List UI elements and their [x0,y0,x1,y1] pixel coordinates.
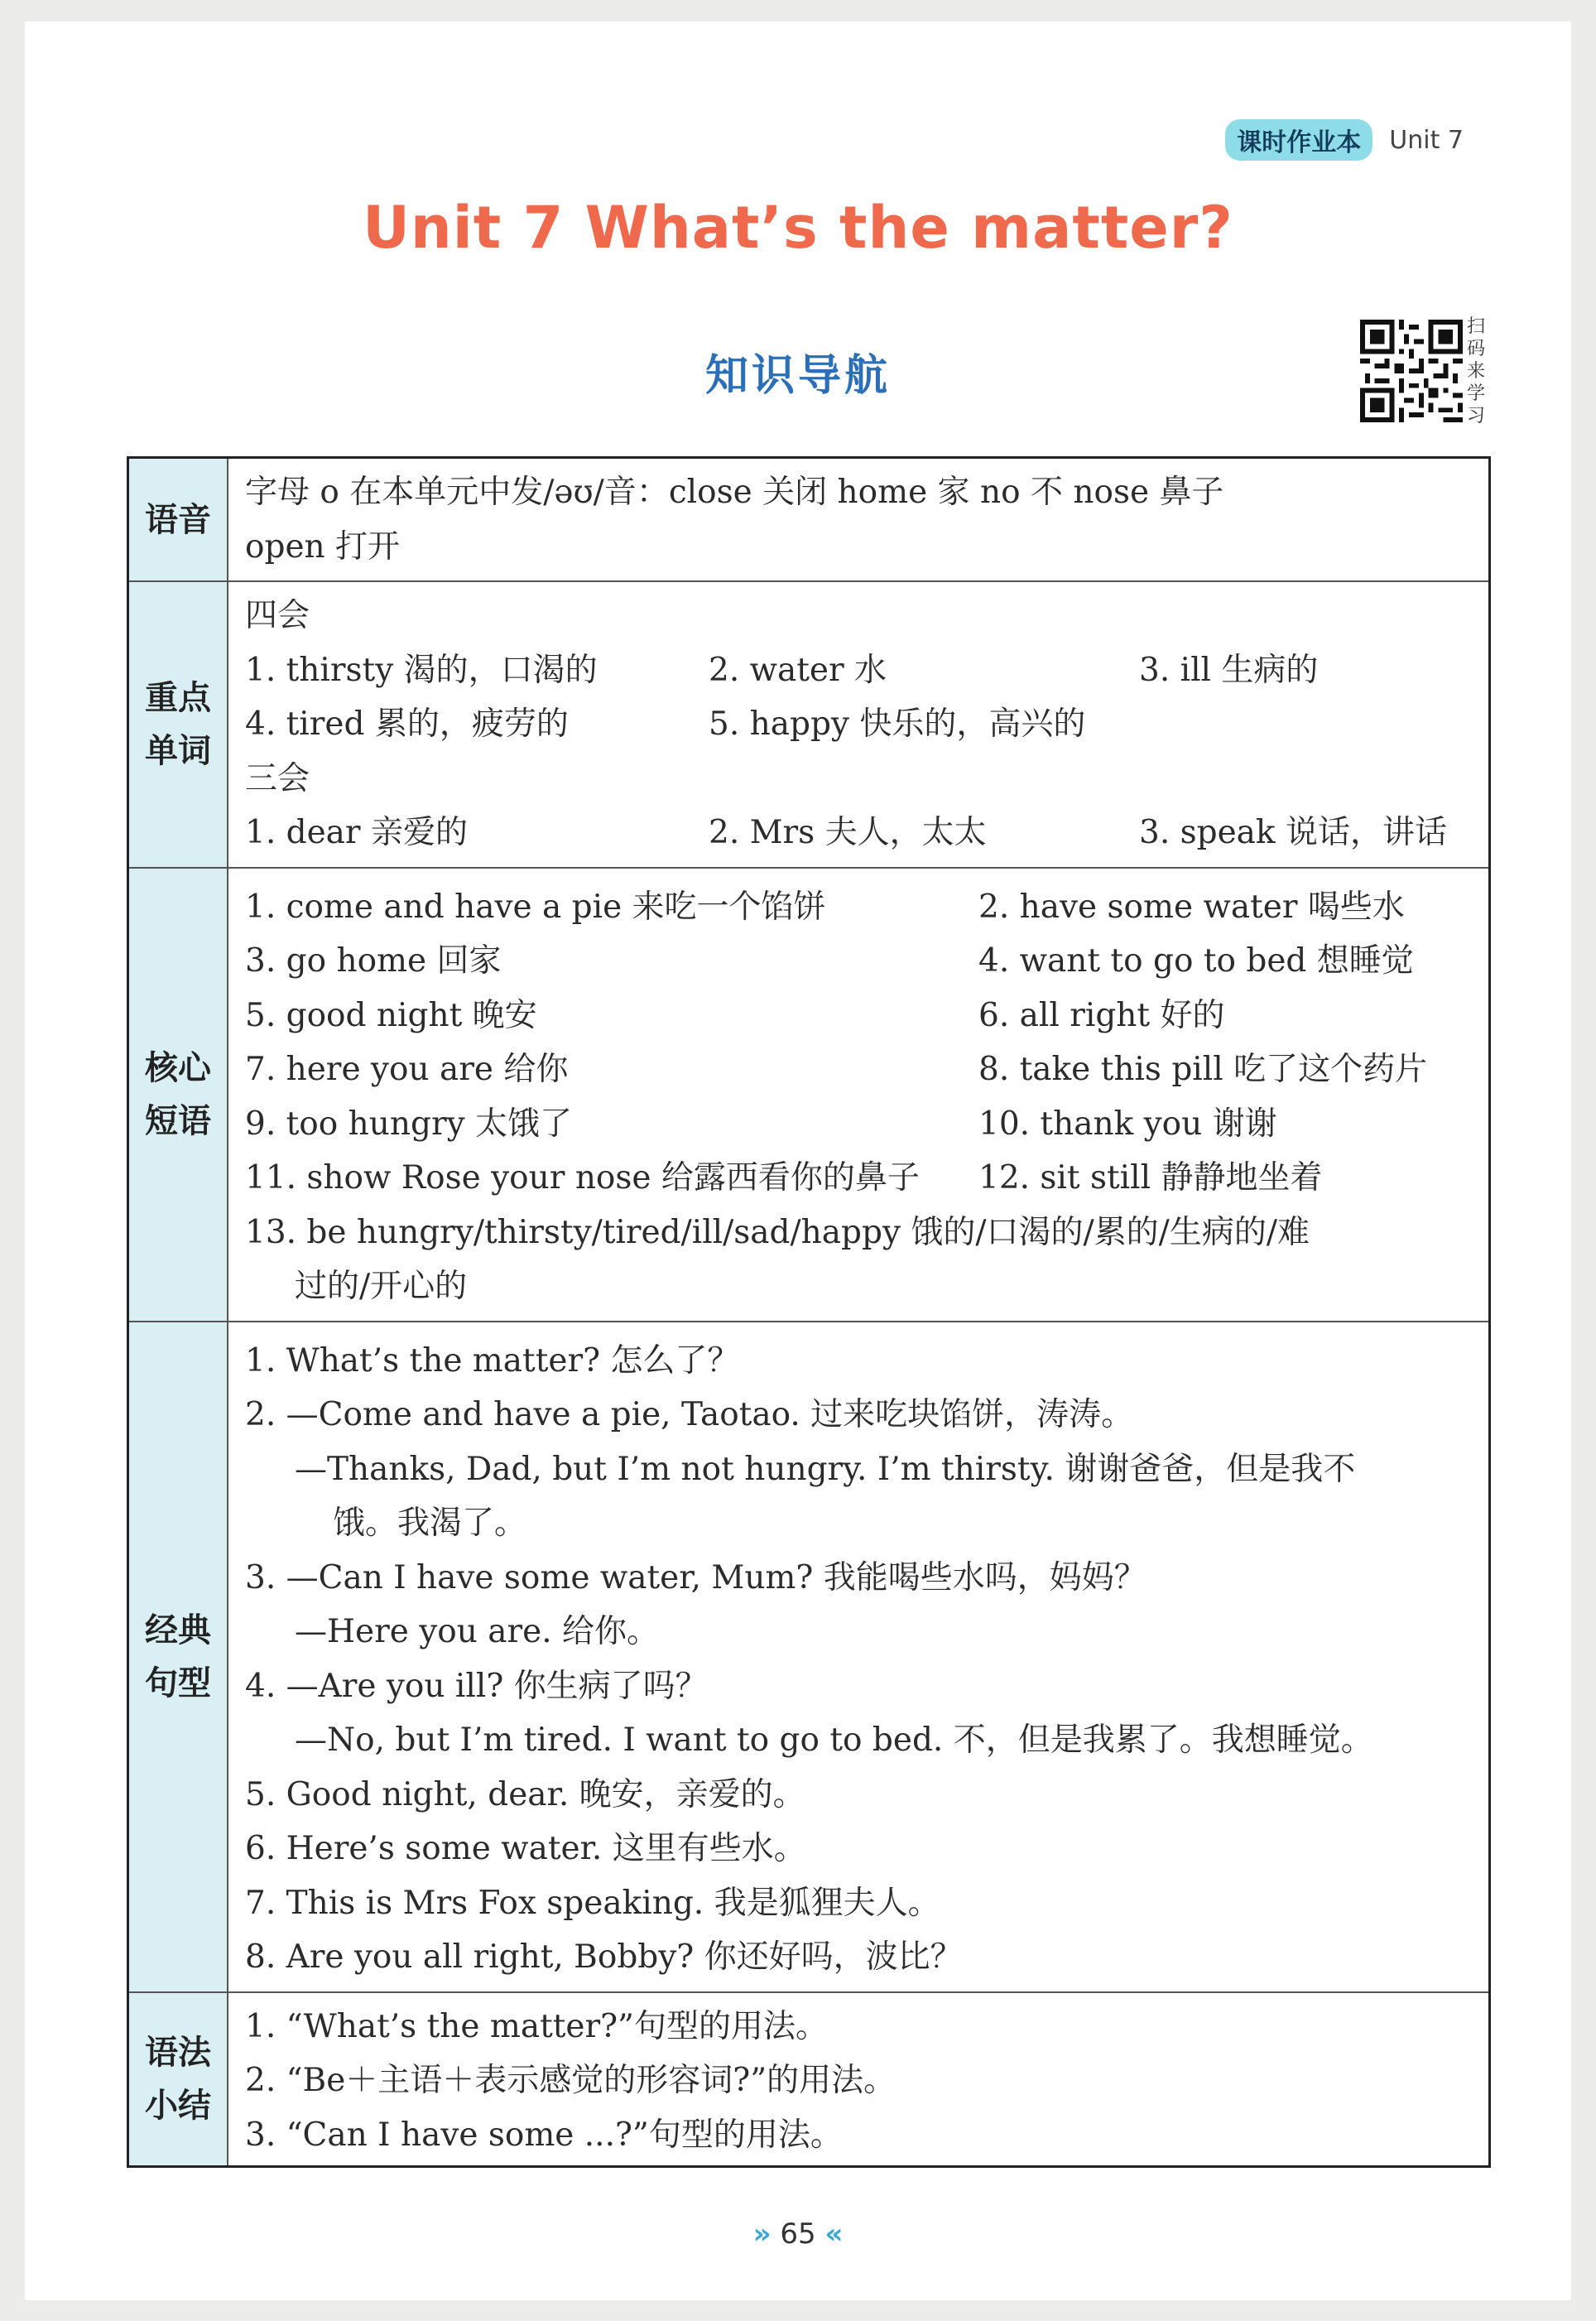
section-phrases [129,867,1488,1321]
phonics-line: open 打开 [245,527,401,566]
phrase-item: 7. here you are 给你 [245,1051,569,1088]
grammar-item: 2. “Be＋主语＋表示感觉的形容词?”的用法。 [245,2062,897,2099]
section-sentences [129,1321,1488,1991]
section-words [129,580,1488,867]
section-label: 语法小结 [129,1993,228,2166]
phrase-item: 8. take this pill 吃了这个药片 [978,1051,1428,1088]
word-item: 1. dear 亲爱的 [245,814,468,851]
word-item: 1. thirsty 渴的，口渴的 [245,651,598,689]
phrase-item: 2. have some water 喝些水 [978,888,1405,926]
section-label: 经典句型 [129,1322,228,1991]
level-heading: 三会 [245,759,310,797]
phrase-continuation: 过的/开心的 [295,1268,468,1305]
page-header [1225,119,1464,161]
sentence-item: 6. Here’s some water. 这里有些水。 [245,1830,806,1867]
word-item: 4. tired 累的，疲劳的 [245,705,569,743]
sentence-item: 8. Are you all right, Bobby? 你还好吗，波比？ [245,1938,963,1976]
word-item: 2. Mrs 夫人，太太 [709,814,987,851]
sentence-item: 5. Good night, dear. 晚安，亲爱的。 [245,1775,805,1813]
section-subtitle: 知识导航 [704,351,891,401]
phrase-item: 6. all right 好的 [978,996,1225,1034]
phrase-item: 5. good night 晚安 [245,996,537,1034]
grammar-item: 1. “What’s the matter?”句型的用法。 [245,2007,828,2045]
knowledge-table [127,456,1491,2168]
phrase-item: 10. thank you 谢谢 [978,1105,1277,1143]
section-grammar [129,1991,1488,2166]
section-label: 语音 [129,459,228,580]
phrase-item: 1. come and have a pie 来吃一个馅饼 [245,888,826,926]
double-chevron-right-icon: » [752,2217,772,2251]
word-item: 3. ill 生病的 [1139,651,1319,689]
sentence-continuation: 饿。我渴了。 [333,1505,527,1542]
word-item: 3. speak 说话，讲话 [1139,814,1447,851]
phrase-item: 12. sit still 静静地坐着 [978,1159,1323,1197]
book-badge: 课时作业本 [1225,119,1372,161]
sentence-item: 4. —Are you ill? 你生病了吗？ [245,1667,708,1705]
phrase-item: 13. be hungry/thirsty/tired/ill/sad/happy 饿的/口渴的/累的/生病的/难 [245,1213,1310,1251]
sentence-reply: —Here you are. 给你。 [295,1613,660,1650]
section-label: 重点单词 [129,582,228,867]
grammar-item: 3. “Can I have some ...?”句型的用法。 [245,2116,843,2154]
sentence-item: 7. This is Mrs Fox speaking. 我是狐狸夫人。 [245,1884,940,1922]
page [25,22,1571,2300]
page-number [25,2217,1571,2251]
sentence-reply: —No, but I’m tired. I want to go to bed. 不，但是我累了。我想睡觉。 [295,1721,1373,1759]
qr-code-icon[interactable] [1360,320,1463,422]
word-item: 5. happy 快乐的，高兴的 [709,705,1086,743]
phrase-item: 4. want to go to bed 想睡觉 [978,942,1414,980]
unit-title: Unit 7 What’s the matter? [363,194,1233,262]
sentence-item: 3. —Can I have some water, Mum? 我能喝些水吗，妈妈？ [245,1558,1147,1596]
sentence-reply: —Thanks, Dad, but I’m not hungry. I’m thirsty. 谢谢爸爸，但是我不 [295,1450,1356,1488]
level-heading: 四会 [245,597,310,634]
sentence-item: 2. —Come and have a pie, Taotao. 过来吃块馅饼，涛涛。 [245,1396,1134,1433]
qr-label: 扫码来学习 [1467,316,1486,426]
sentence-item: 1. What’s the matter? 怎么了？ [245,1341,740,1380]
section-phonics [129,459,1488,580]
word-item: 2. water 水 [709,651,887,689]
header-unit: Unit 7 [1389,125,1464,155]
page-number-value: 65 [780,2217,816,2251]
section-label: 核心短语 [129,869,228,1321]
phrase-item: 11. show Rose your nose 给露西看你的鼻子 [245,1159,920,1197]
phonics-line: 字母 o 在本单元中发/əʊ/音：close 关闭 home 家 no 不 nose 鼻子 [245,474,1224,511]
phrase-item: 9. too hungry 太饿了 [245,1105,573,1143]
double-chevron-left-icon: « [824,2217,844,2251]
phrase-item: 3. go home 回家 [245,942,502,980]
